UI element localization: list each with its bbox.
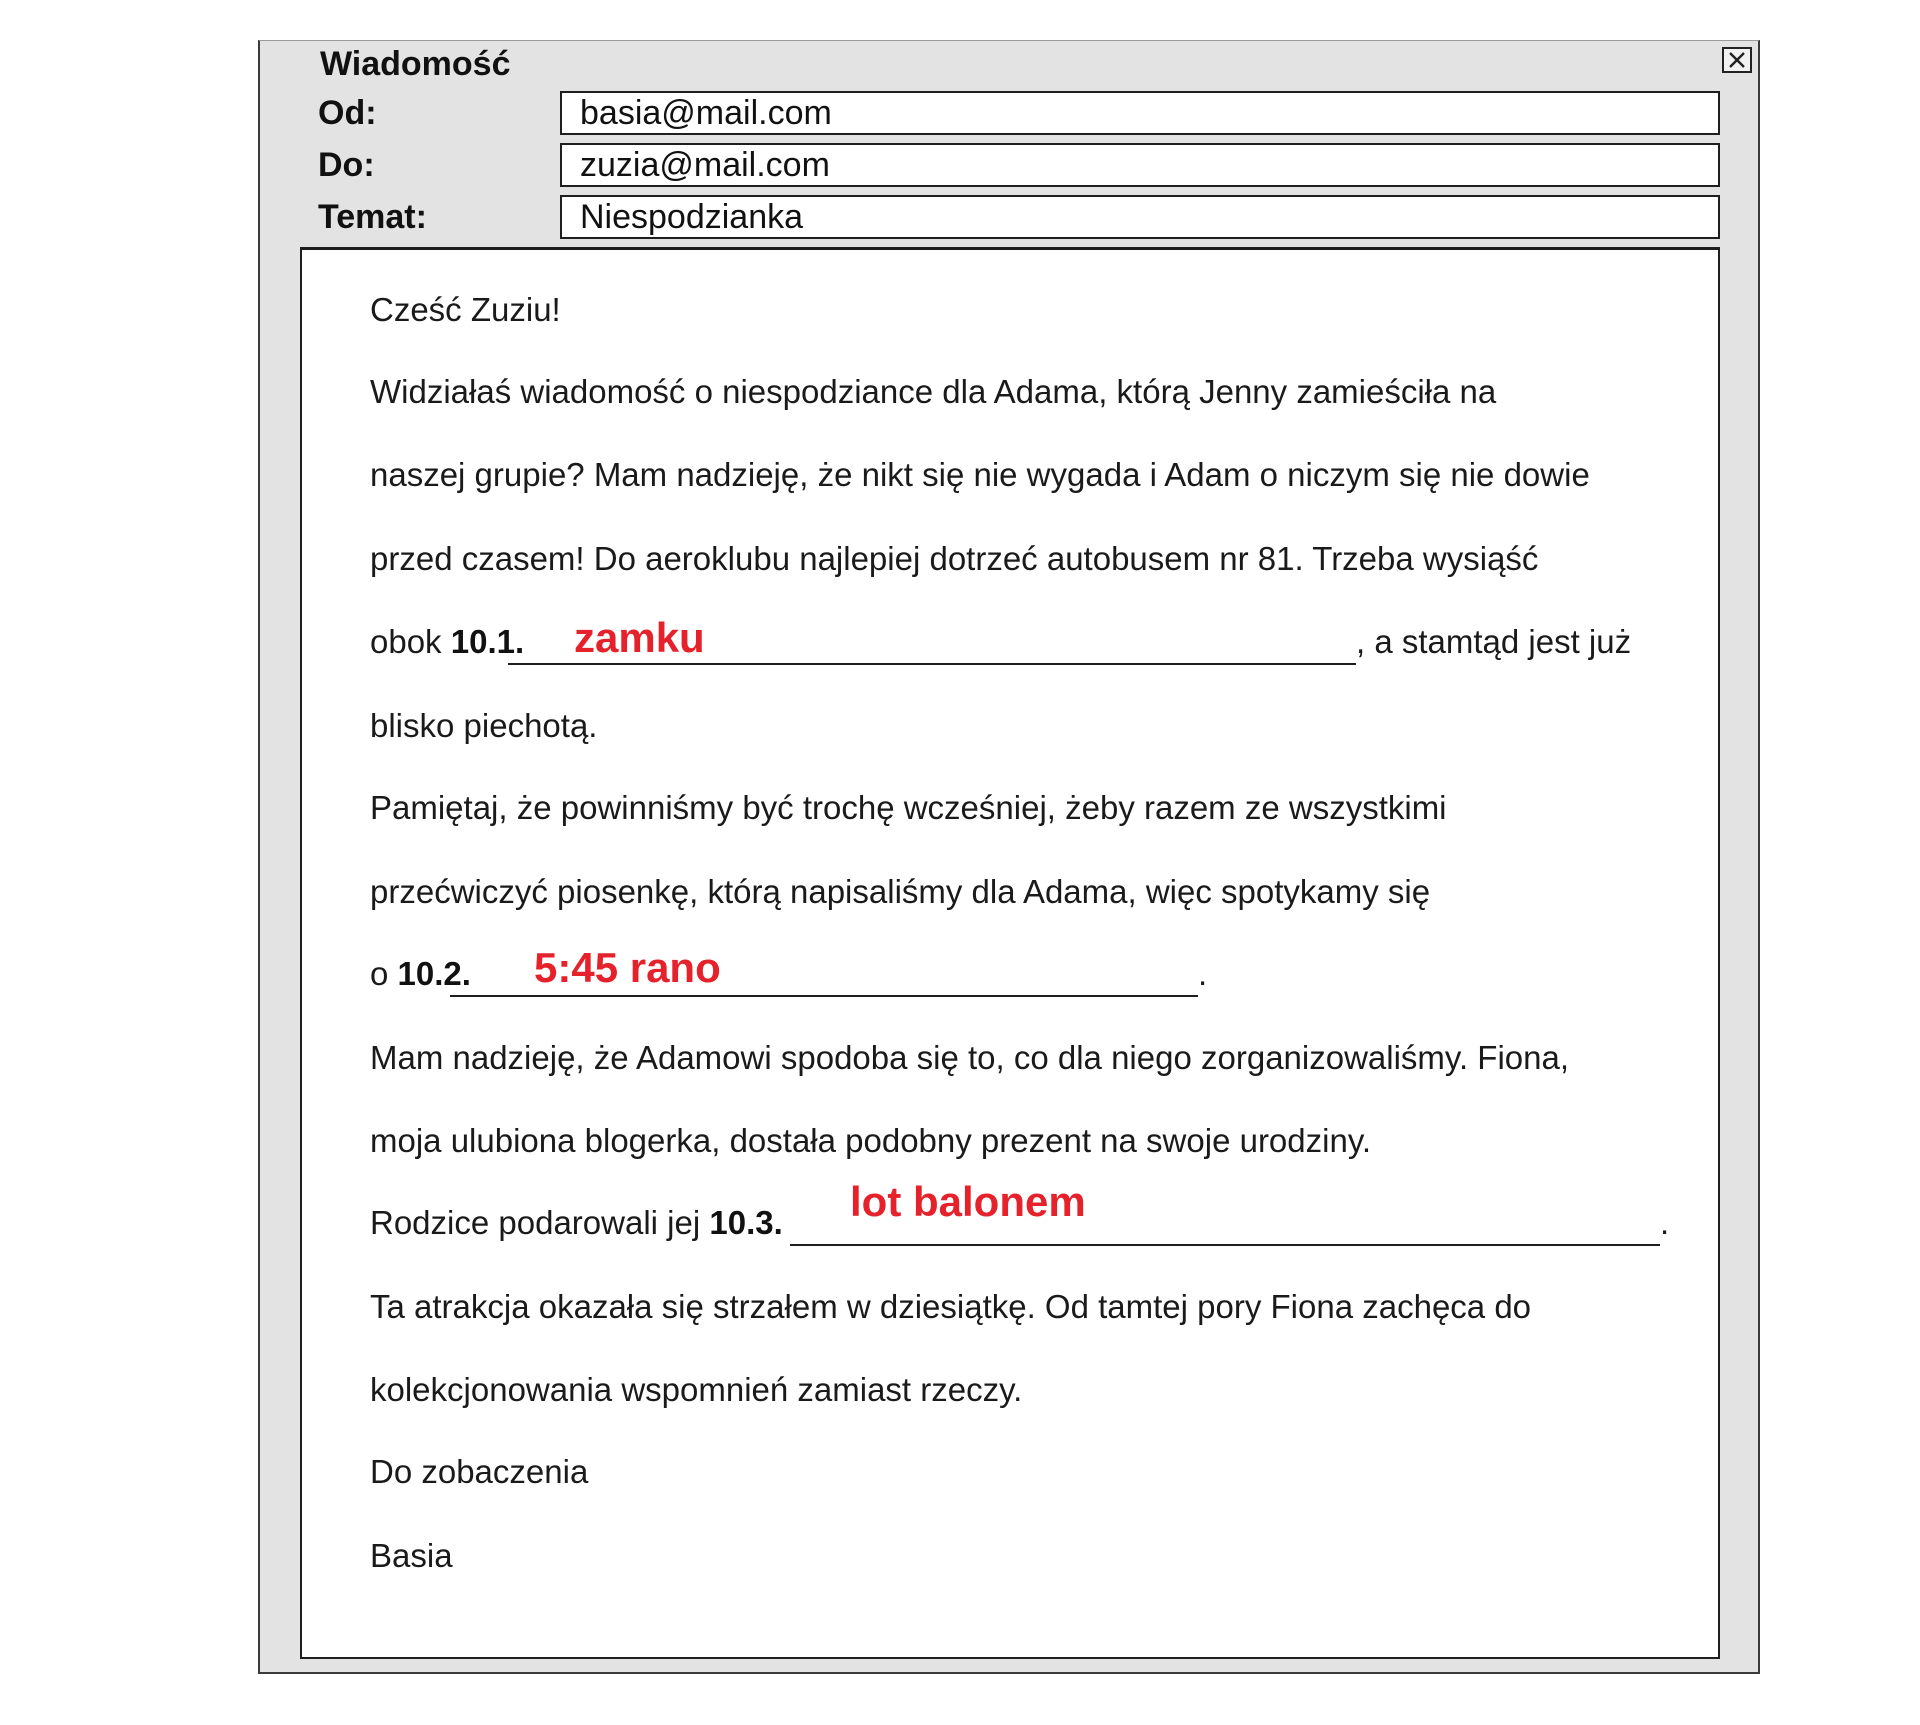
gap-blank-10-1 [508,663,1356,665]
body-text: obok [370,623,451,660]
body-text: . [1198,955,1208,992]
gap-answer-10-2: 5:45 rano [534,944,721,991]
subject-field[interactable]: Niespodzianka [560,195,1720,239]
gap-blank-10-2 [450,995,1198,997]
body-line: Mam nadzieję, że Adamowi spodoba się to, co dla niego zorganizowaliśmy. Fiona, [370,1039,1570,1076]
body-line: Ta atrakcja okazała się strzałem w dziesiątkę. Od tamtej pory Fiona zachęca do [370,1288,1532,1325]
body-line: przećwiczyć piosenkę, którą napisaliśmy dla Adama, więc spotykamy się [370,873,1431,910]
body-line: Pamiętaj, że powinniśmy być trochę wcześniej, żeby razem ze wszystkimi [370,789,1447,826]
to-field[interactable]: zuzia@mail.com [560,143,1720,187]
gap-number-10-3: 10.3. [709,1204,783,1241]
body-line: moja ulubiona blogerka, dostała podobny prezent na swoje urodziny. [370,1122,1372,1159]
gap-number-10-1: 10.1. [450,623,525,660]
gap-line-10-3 [370,1203,783,1243]
closing: Do zobaczenia [370,1453,589,1490]
signature: Basia [370,1537,453,1574]
gap-line-10-1 [370,622,524,662]
body-text: , a stamtąd jest już [1356,623,1632,660]
subject-label: Temat: [318,198,427,236]
gap-blank-10-3 [790,1244,1660,1246]
body-text: o [370,955,398,992]
close-button[interactable] [1722,47,1752,73]
gap-number-10-2: 10.2. [397,955,471,992]
body-line: naszej grupie? Mam nadzieję, że nikt się nie wygada i Adam o niczym się nie dowie [370,456,1590,493]
message-body[interactable] [300,247,1720,1659]
body-line: blisko piechotą. [370,707,598,744]
greeting: Cześć Zuziu! [370,291,561,328]
window-title: Wiadomość [320,45,511,83]
body-line: kolekcjonowania wspomnień zamiast rzeczy. [370,1371,1023,1408]
from-field[interactable]: basia@mail.com [560,91,1720,135]
body-text: . [1660,1204,1670,1241]
message-window [258,40,1760,1674]
gap-line-10-2 [370,954,471,994]
gap-answer-10-3: lot balonem [850,1178,1086,1225]
body-line: przed czasem! Do aeroklubu najlepiej dotrzeć autobusem nr 81. Trzeba wysiąść [370,540,1539,577]
close-icon [1724,49,1750,71]
body-line: Widziałaś wiadomość o niespodziance dla Adama, którą Jenny zamieściła na [370,373,1497,410]
from-label: Od: [318,94,377,132]
gap-answer-10-1: zamku [574,614,705,661]
to-label: Do: [318,146,375,184]
body-text: Rodzice podarowali jej [370,1204,710,1241]
